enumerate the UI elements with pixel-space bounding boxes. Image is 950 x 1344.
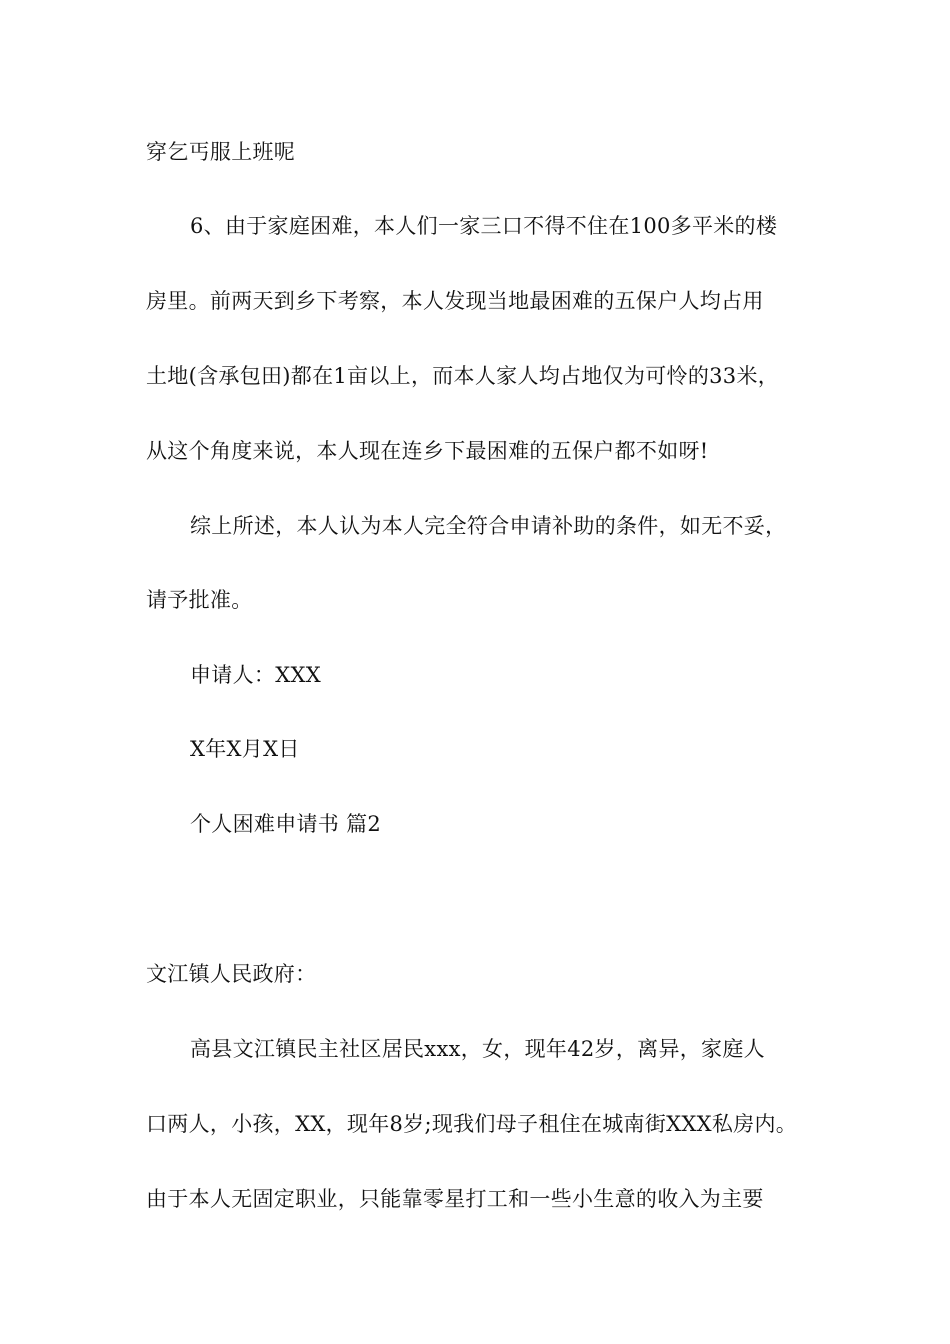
text-line: 由于本人无固定职业，只能靠零星打工和一些小生意的收入为主要: [146, 1187, 764, 1211]
text-line: 穿乞丐服上班呢: [146, 140, 296, 164]
paragraph-line: 综上所述，本人认为本人完全符合申请补助的条件，如无不妥，: [190, 514, 787, 538]
text-line: 口两人，小孩，XX，现年8岁;现我们母子租住在城南街XXX私房内。: [146, 1112, 798, 1136]
applicant-line: 申请人：XXX: [190, 663, 321, 687]
text-line: 房里。前两天到乡下考察，本人发现当地最困难的五保户人均占用: [146, 289, 764, 313]
text-line: 土地(含承包田)都在1亩以上，而本人家人均占地仅为可怜的33米，: [146, 364, 780, 388]
date-line: X年X月X日: [190, 737, 300, 761]
text-line: 请予批准。: [146, 588, 253, 612]
text-line: 从这个角度来说，本人现在连乡下最困难的五保户都不如呀!: [146, 439, 709, 463]
addressee-line: 文江镇人民政府：: [146, 962, 317, 986]
paragraph-line: 6、由于家庭困难，本人们一家三口不得不住在100多平米的楼: [190, 214, 778, 238]
paragraph-line: 高县文江镇民主社区居民xxx，女，现年42岁，离异，家庭人: [190, 1037, 765, 1061]
section-title: 个人困难申请书 篇2: [190, 812, 382, 836]
